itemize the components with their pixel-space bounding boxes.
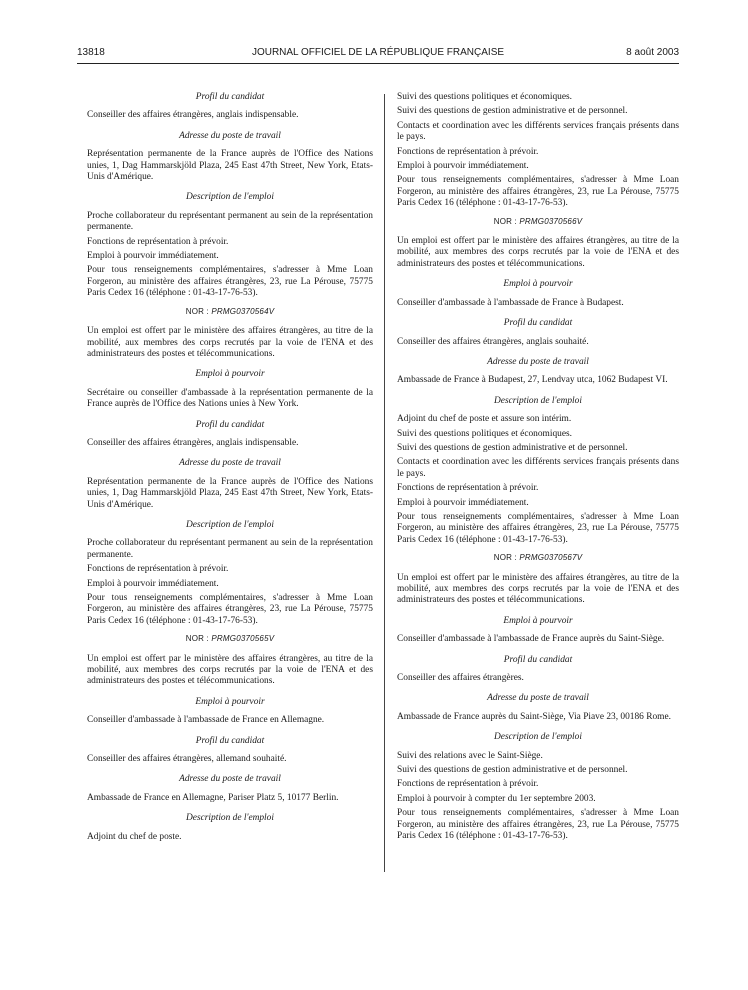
section-heading: Emploi à pourvoir — [195, 369, 265, 380]
header-rule — [77, 63, 679, 64]
issue-date: 8 août 2003 — [626, 47, 679, 58]
section-heading: Emploi à pourvoir — [195, 696, 265, 707]
section-heading: Emploi à pourvoir — [503, 279, 573, 290]
paragraph: Ambassade de France à Budapest, 27, Lendvay utca, 1062 Budapest VI. — [397, 375, 668, 386]
paragraph: Suivi des relations avec le Saint-Siège. — [397, 750, 543, 761]
section-heading: Description de l'emploi — [494, 732, 582, 743]
paragraph: Emploi à pourvoir immédiatement. — [87, 251, 219, 262]
paragraph: Suivi des questions de gestion administrative et de personnel. — [397, 442, 628, 453]
page-header — [77, 47, 679, 61]
paragraph: Pour tous renseignements complémentaires, s'adresser à Mme Loan Forgeron, au ministère des affaires étrangères, 23, rue La Pérouse, 75775 Paris Cedex 16 (téléphone : 01-43-17-76-53). — [397, 511, 679, 545]
paragraph: Adjoint du chef de poste et assure son intérim. — [397, 414, 572, 425]
paragraph: Fonctions de représentation à prévoir. — [87, 564, 229, 575]
section-heading: Adresse du poste de travail — [179, 458, 281, 469]
nor-label: NOR : — [493, 216, 517, 226]
section-heading: Profil du candidat — [503, 654, 573, 665]
paragraph: Un emploi est offert par le ministère des affaires étrangères, au titre de la mobilité, aux membres des corps recrutés par la voie de l'ENA et des administrateurs des postes et télécommunications. — [397, 572, 679, 606]
right-column — [397, 92, 679, 846]
paragraph: Conseiller des affaires étrangères, allemand souhaité. — [87, 754, 287, 765]
paragraph: Proche collaborateur du représentant permanent au sein de la représentation permanente. — [87, 210, 373, 233]
section-heading: Profil du candidat — [195, 735, 265, 746]
paragraph: Adjoint du chef de poste. — [87, 831, 182, 842]
paragraph: Emploi à pourvoir immédiatement. — [87, 578, 219, 589]
paragraph: Un emploi est offert par le ministère des affaires étrangères, au titre de la mobilité, aux membres des corps recrutés par la voie de l'ENA et des administrateurs des postes et télécommunications. — [87, 326, 373, 359]
paragraph: Secrétaire ou conseiller d'ambassade à la représentation permanente de la France auprès de l'Office des Nations unies à New York. — [87, 387, 373, 410]
nor-code: PRMG0370566V — [519, 216, 583, 226]
paragraph: Pour tous renseignements complémentaires, s'adresser à Mme Loan Forgeron, au ministère des affaires étrangères, 23, rue La Pérouse, 75775 Paris Cedex 16 (téléphone : 01-43-17-76-53). — [87, 265, 373, 299]
section-heading: Profil du candidat — [195, 419, 265, 430]
paragraph: Un emploi est offert par le ministère des affaires étrangères, au titre de la mobilité, aux membres des corps recrutés par la voie de l'ENA et des administrateurs des postes et télécommunications. — [87, 653, 373, 687]
page-number: 13818 — [77, 47, 105, 58]
section-heading: Adresse du poste de travail — [487, 356, 589, 367]
paragraph: Fonctions de représentation à prévoir. — [397, 779, 539, 790]
section-heading: Profil du candidat — [503, 318, 573, 329]
paragraph: Un emploi est offert par le ministère des affaires étrangères, au titre de la mobilité, aux membres des corps recrutés par la voie de l'ENA et des administrateurs des postes et télécommunications. — [397, 236, 679, 269]
paragraph: Ambassade de France en Allemagne, Pariser Platz 5, 10177 Berlin. — [87, 792, 339, 803]
paragraph: Conseiller des affaires étrangères, anglais indispensable. — [87, 437, 299, 448]
paragraph: Conseiller d'ambassade à l'ambassade de France en Allemagne. — [87, 715, 325, 726]
section-heading: Adresse du poste de travail — [179, 130, 281, 141]
nor-reference — [87, 306, 373, 317]
paragraph: Emploi à pourvoir à compter du 1er septembre 2003. — [397, 793, 596, 804]
section-heading: Description de l'emploi — [186, 192, 274, 203]
paragraph: Emploi à pourvoir immédiatement. — [397, 161, 529, 172]
nor-code: PRMG0370565V — [211, 634, 275, 644]
section-heading: Profil du candidat — [195, 92, 265, 102]
paragraph: Fonctions de représentation à prévoir. — [87, 236, 229, 247]
paragraph: Ambassade de France auprès du Saint-Siège, Via Piave 23, 00186 Rome. — [397, 711, 671, 722]
paragraph: Proche collaborateur du représentant permanent au sein de la représentation permanente. — [87, 538, 373, 560]
paragraph: Suivi des questions de gestion administrative et de personnel. — [397, 765, 628, 776]
section-heading: Emploi à pourvoir — [503, 615, 573, 626]
paragraph: Représentation permanente de la France auprès de l'Office des Nations unies, 1, Dag Hammarskjöld Plaza, 245 East 47th Street, New York, Etats-Unis d'Amérique. — [87, 149, 373, 183]
nor-reference — [87, 633, 373, 644]
nor-reference — [397, 552, 679, 563]
section-heading: Description de l'emploi — [494, 395, 582, 406]
left-column — [87, 92, 373, 846]
paragraph: Pour tous renseignements complémentaires, s'adresser à Mme Loan Forgeron, au ministère des affaires étrangères, 23, rue La Pérouse, 75775 Paris Cedex 16 (téléphone : 01-43-17-76-53). — [397, 175, 679, 209]
column-divider — [384, 94, 385, 872]
paragraph: Fonctions de représentation à prévoir. — [397, 146, 539, 157]
nor-label: NOR : — [185, 306, 209, 316]
nor-code: PRMG0370567V — [519, 553, 583, 563]
paragraph: Suivi des questions politiques et économiques. — [397, 92, 572, 102]
paragraph: Conseiller d'ambassade à l'ambassade de France à Budapest. — [397, 297, 624, 308]
nor-label: NOR : — [493, 553, 517, 563]
paragraph: Contacts et coordination avec les différents services français présents dans le pays. — [397, 457, 679, 479]
nor-code: PRMG0370564V — [211, 306, 275, 316]
section-heading: Adresse du poste de travail — [179, 774, 281, 785]
paragraph: Conseiller d'ambassade à l'ambassade de France auprès du Saint-Siège. — [397, 634, 665, 645]
paragraph: Suivi des questions de gestion administrative et de personnel. — [397, 106, 628, 117]
section-heading: Description de l'emploi — [186, 813, 274, 824]
paragraph: Emploi à pourvoir immédiatement. — [397, 497, 529, 508]
paragraph: Suivi des questions politiques et économiques. — [397, 428, 572, 439]
paragraph: Contacts et coordination avec les différents services français présents dans le pays. — [397, 120, 679, 143]
paragraph: Conseiller des affaires étrangères, anglais indispensable. — [87, 110, 299, 121]
paragraph: Fonctions de représentation à prévoir. — [397, 483, 539, 494]
section-heading: Description de l'emploi — [186, 519, 274, 530]
nor-reference — [397, 216, 679, 227]
paragraph: Représentation permanente de la France auprès de l'Office des Nations unies, 1, Dag Hammarskjöld Plaza, 245 East 47th Street, New York, Etats-Unis d'Amérique. — [87, 476, 373, 510]
paragraph: Conseiller des affaires étrangères. — [397, 673, 524, 684]
journal-title: JOURNAL OFFICIEL DE LA RÉPUBLIQUE FRANÇAISE — [251, 47, 505, 58]
paragraph: Pour tous renseignements complémentaires, s'adresser à Mme Loan Forgeron, au ministère des affaires étrangères, 23, rue La Pérouse, 75775 Paris Cedex 16 (téléphone : 01-43-17-76-53). — [87, 593, 373, 626]
paragraph: Conseiller des affaires étrangères, anglais souhaité. — [397, 336, 589, 347]
section-heading: Adresse du poste de travail — [487, 693, 589, 704]
nor-label: NOR : — [185, 634, 209, 644]
paragraph: Pour tous renseignements complémentaires, s'adresser à Mme Loan Forgeron, au ministère des affaires étrangères, 23, rue La Pérouse, 75775 Paris Cedex 16 (téléphone : 01-43-17-76-53). — [397, 808, 679, 842]
